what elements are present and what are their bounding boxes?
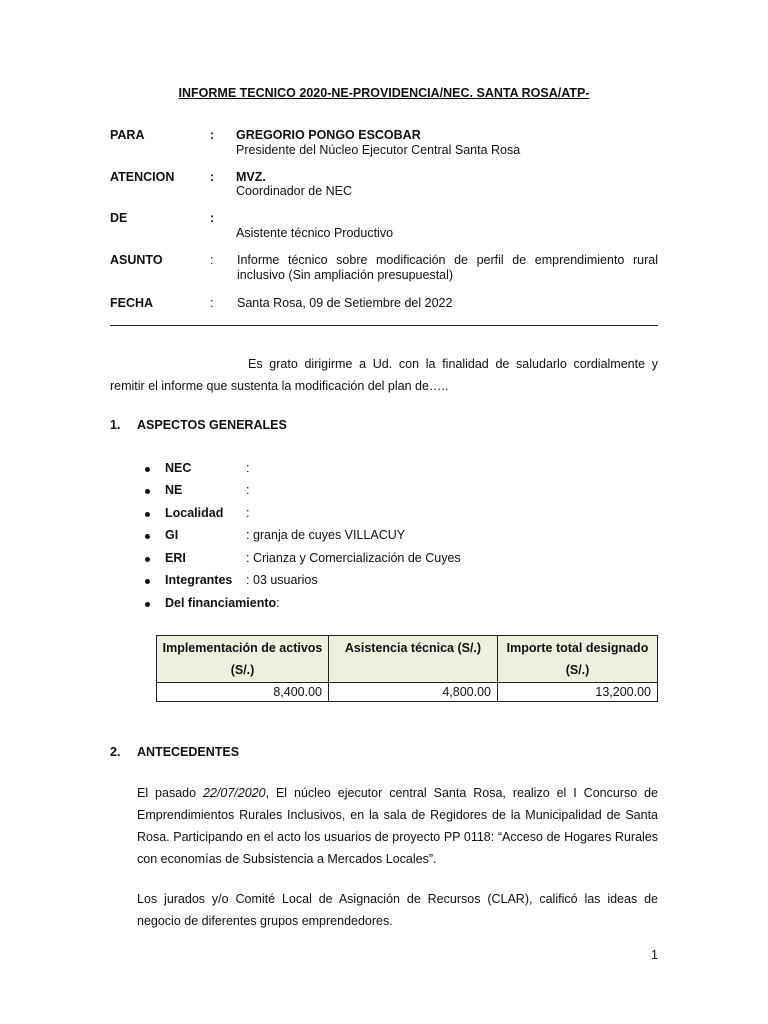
para-colon: : (210, 128, 215, 142)
bullet-icon (145, 489, 150, 494)
section-2-number: 2. (110, 745, 121, 759)
table-row (157, 683, 658, 702)
report-title: INFORME TECNICO 2020-NE-PROVIDENCIA/NEC. SANTA ROSA/ATP- (178, 86, 590, 100)
page-number: 1 (651, 948, 658, 962)
list-item-label: GI (165, 528, 179, 542)
list-item-value: : granja de cuyes VILLACUY (246, 528, 406, 542)
bullet-icon (145, 467, 150, 472)
intro-line-2: remitir el informe que sustenta la modificación del plan de….. (110, 379, 449, 393)
table-cell-activos: 8,400.00 (157, 683, 329, 702)
atencion-label: ATENCION (110, 170, 175, 184)
table-header-activos: Implementación de activos (S/.) (157, 636, 329, 683)
atencion-name: MVZ. (236, 170, 266, 184)
bullet-icon (145, 512, 150, 517)
para-role: Presidente del Núcleo Ejecutor Central Santa Rosa (236, 143, 521, 157)
antecedentes-paragraph-2: Los jurados y/o Comité Local de Asignación de Recursos (CLAR), calificó las ideas de negocio de diferentes grupos emprendedores. (137, 892, 658, 928)
header-divider (110, 325, 658, 326)
atencion-colon: : (210, 170, 215, 184)
p1-rest: , El núcleo ejecutor central Santa Rosa, realizo el I Concurso de Emprendimientos Rurales Inclusivos, en la sala de Regidores de la Municipalidad de Santa Rosa. Participando en el acto los usuarios de proyecto PP 0118: “Acceso de Hogares Rurales con economías de Subsistencia a Mercados Locales”. (137, 786, 658, 866)
fecha-label: FECHA (110, 296, 154, 310)
table-header-asistencia: Asistencia técnica (S/.) (329, 636, 498, 683)
de-role: Asistente técnico Productivo (236, 226, 394, 240)
section-2-title: ANTECEDENTES (137, 745, 240, 759)
p1-start: El pasado (137, 786, 203, 800)
list-item (165, 596, 280, 610)
p1-date: 22/07/2020 (203, 786, 266, 800)
list-item-label: ERI (165, 551, 186, 565)
list-item-value: : (246, 461, 250, 475)
intro-line-1: Es grato dirigirme a Ud. con la finalidad de saludarlo cordialmente y (248, 357, 658, 371)
list-item-value: : Crianza y Comercialización de Cuyes (246, 551, 461, 565)
table-header-row (157, 636, 658, 683)
bullet-icon (145, 579, 150, 584)
table-cell-asistencia: 4,800.00 (329, 683, 498, 702)
list-item-label: Localidad (165, 506, 224, 520)
asunto-colon: : (210, 253, 214, 267)
bullet-icon (145, 602, 150, 607)
list-item-label: Integrantes (165, 573, 233, 587)
bullet-icon (145, 534, 150, 539)
asunto-text: Informe técnico sobre modificación de perfil de emprendimiento rural inclusivo (Sin ampliación presupuestal) (237, 253, 658, 282)
section-1-number: 1. (110, 418, 121, 432)
list-item-label: NEC (165, 461, 192, 475)
list-item-label: Del financiamiento (165, 596, 277, 610)
atencion-role: Coordinador de NEC (236, 184, 353, 198)
fecha-text: Santa Rosa, 09 de Setiembre del 2022 (237, 296, 453, 310)
list-item-value: : 03 usuarios (246, 573, 318, 587)
fecha-colon: : (210, 296, 214, 310)
table-header-total: Importe total designado (S/.) (498, 636, 658, 683)
list-item-value: : (246, 506, 250, 520)
antecedentes-paragraph-1 (137, 782, 658, 870)
financing-table (156, 635, 658, 702)
para-label: PARA (110, 128, 145, 142)
table-cell-total: 13,200.00 (498, 683, 658, 702)
list-item-value: : (276, 596, 280, 610)
section-1-title: ASPECTOS GENERALES (137, 418, 287, 432)
list-item-label: NE (165, 483, 183, 497)
para-name: GREGORIO PONGO ESCOBAR (236, 128, 421, 142)
de-label: DE (110, 211, 128, 225)
list-item-value: : (246, 483, 250, 497)
de-colon: : (210, 211, 215, 225)
bullet-icon (145, 557, 150, 562)
asunto-label: ASUNTO (110, 253, 163, 267)
